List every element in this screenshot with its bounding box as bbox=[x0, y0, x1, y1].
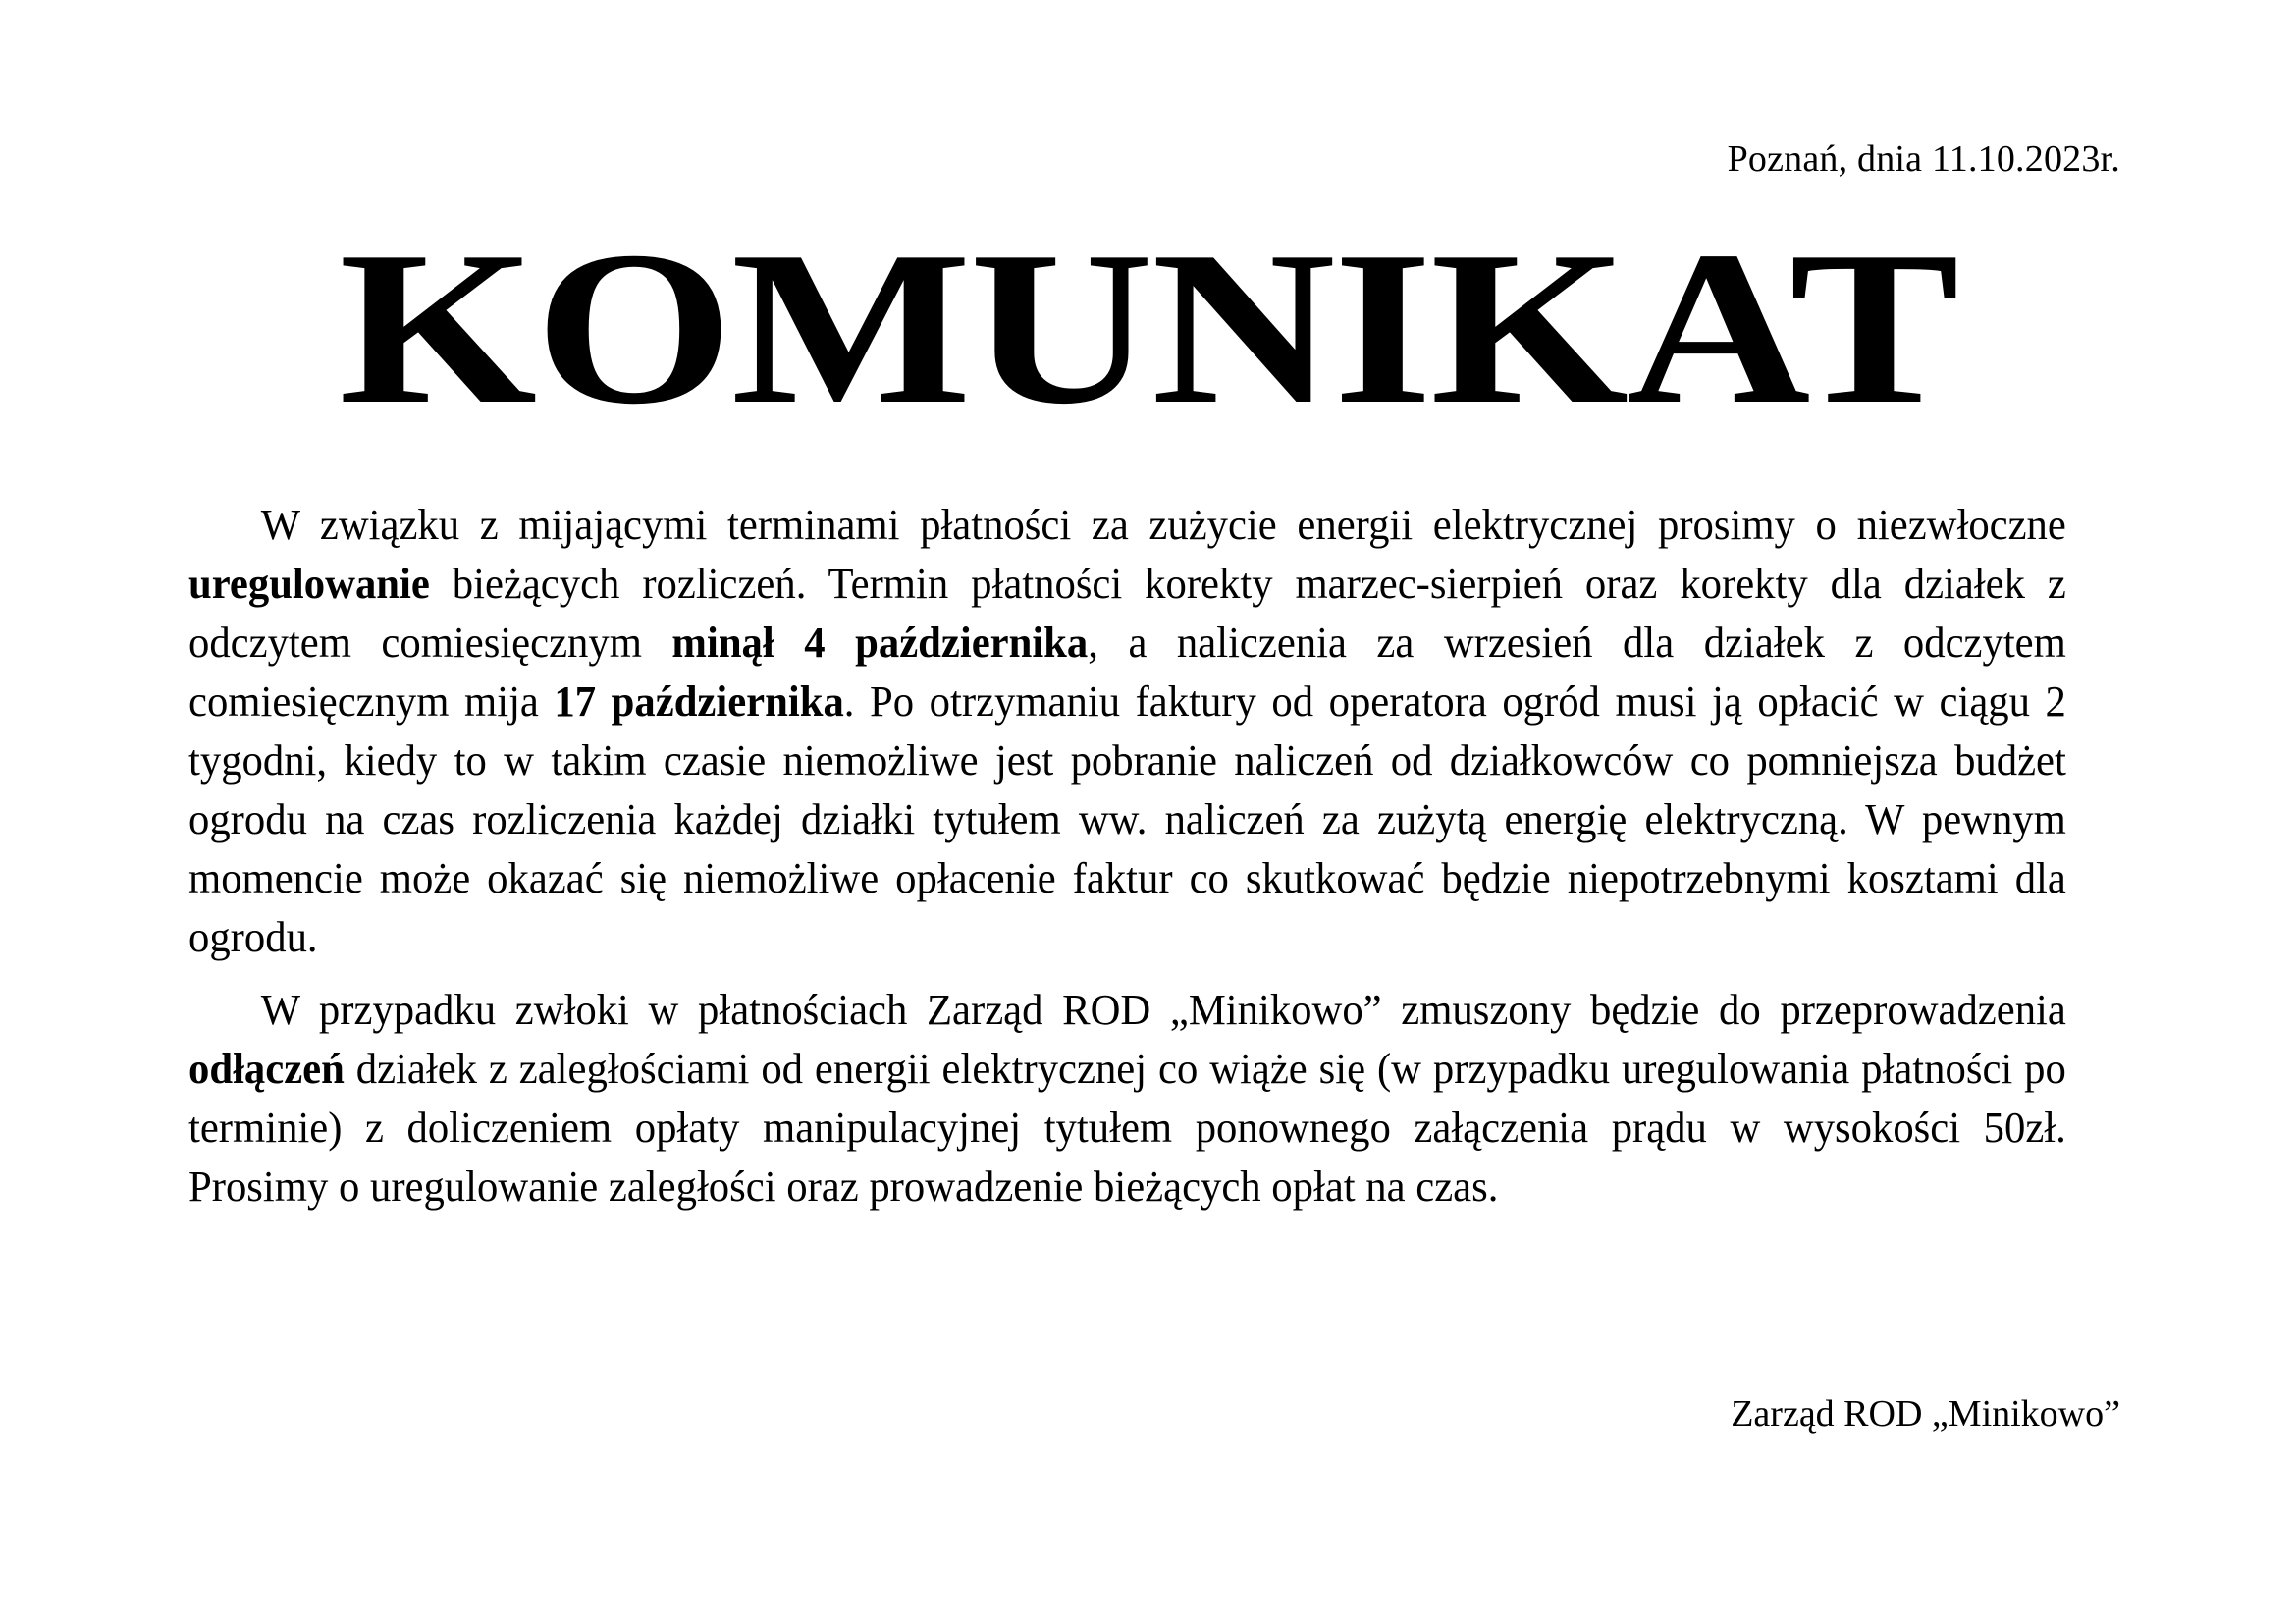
page-title: KOMUNIKAT bbox=[339, 206, 1957, 450]
emphasis-text: minął 4 października bbox=[671, 619, 1089, 667]
emphasis-text: uregulowanie bbox=[188, 560, 430, 608]
body-text: działek z zaległościami od energii elektrycznej co wiąże się (w przypadku uregulowania płatności po terminie) z doliczeniem opłaty manipulacyjnej tytułem ponownego załączenia prądu w wysokości 50zł. Prosimy o uregulowanie zaległości oraz prowadzenie bieżących opłat na czas. bbox=[188, 1045, 2066, 1211]
document-date-line: Poznań, dnia 11.10.2023r. bbox=[1727, 138, 2120, 180]
body-paragraph bbox=[188, 496, 2066, 967]
emphasis-text: odłączeń bbox=[188, 1045, 345, 1093]
body-paragraph bbox=[188, 981, 2066, 1217]
body-text: W związku z mijającymi terminami płatności za zużycie energii elektrycznej prosimy o niezwłoczne bbox=[260, 501, 2066, 549]
body-text: W przypadku zwłoki w płatnościach Zarząd ROD „Minikowo” zmuszony będzie do przeprowadzenia bbox=[260, 986, 2066, 1034]
emphasis-text: 17 października bbox=[554, 677, 844, 726]
body-text: bieżących rozliczeń. Termin płatności korekty marzec-sierpień oraz korekty dla działek z odczytem comiesięcznym bbox=[188, 560, 2066, 667]
document-body bbox=[188, 496, 2124, 1217]
body-text: . Po otrzymaniu faktury od operatora ogród musi ją opłacić w ciągu 2 tygodni, kiedy to w takim czasie niemożliwe jest pobranie naliczeń od działkowców co pomniejsza budżet ogrodu na czas rozliczenia każdej działki tytułem ww. naliczeń za zużytą energię elektryczną. W pewnym momencie może okazać się niemożliwe opłacenie faktur co skutkować będzie niepotrzebnymi kosztami dla ogrodu. bbox=[188, 677, 2066, 961]
body-text: , a naliczenia za wrzesień dla działek z odczytem comiesięcznym mija bbox=[188, 619, 2066, 726]
document-signature: Zarząd ROD „Minikowo” bbox=[1731, 1393, 2120, 1435]
